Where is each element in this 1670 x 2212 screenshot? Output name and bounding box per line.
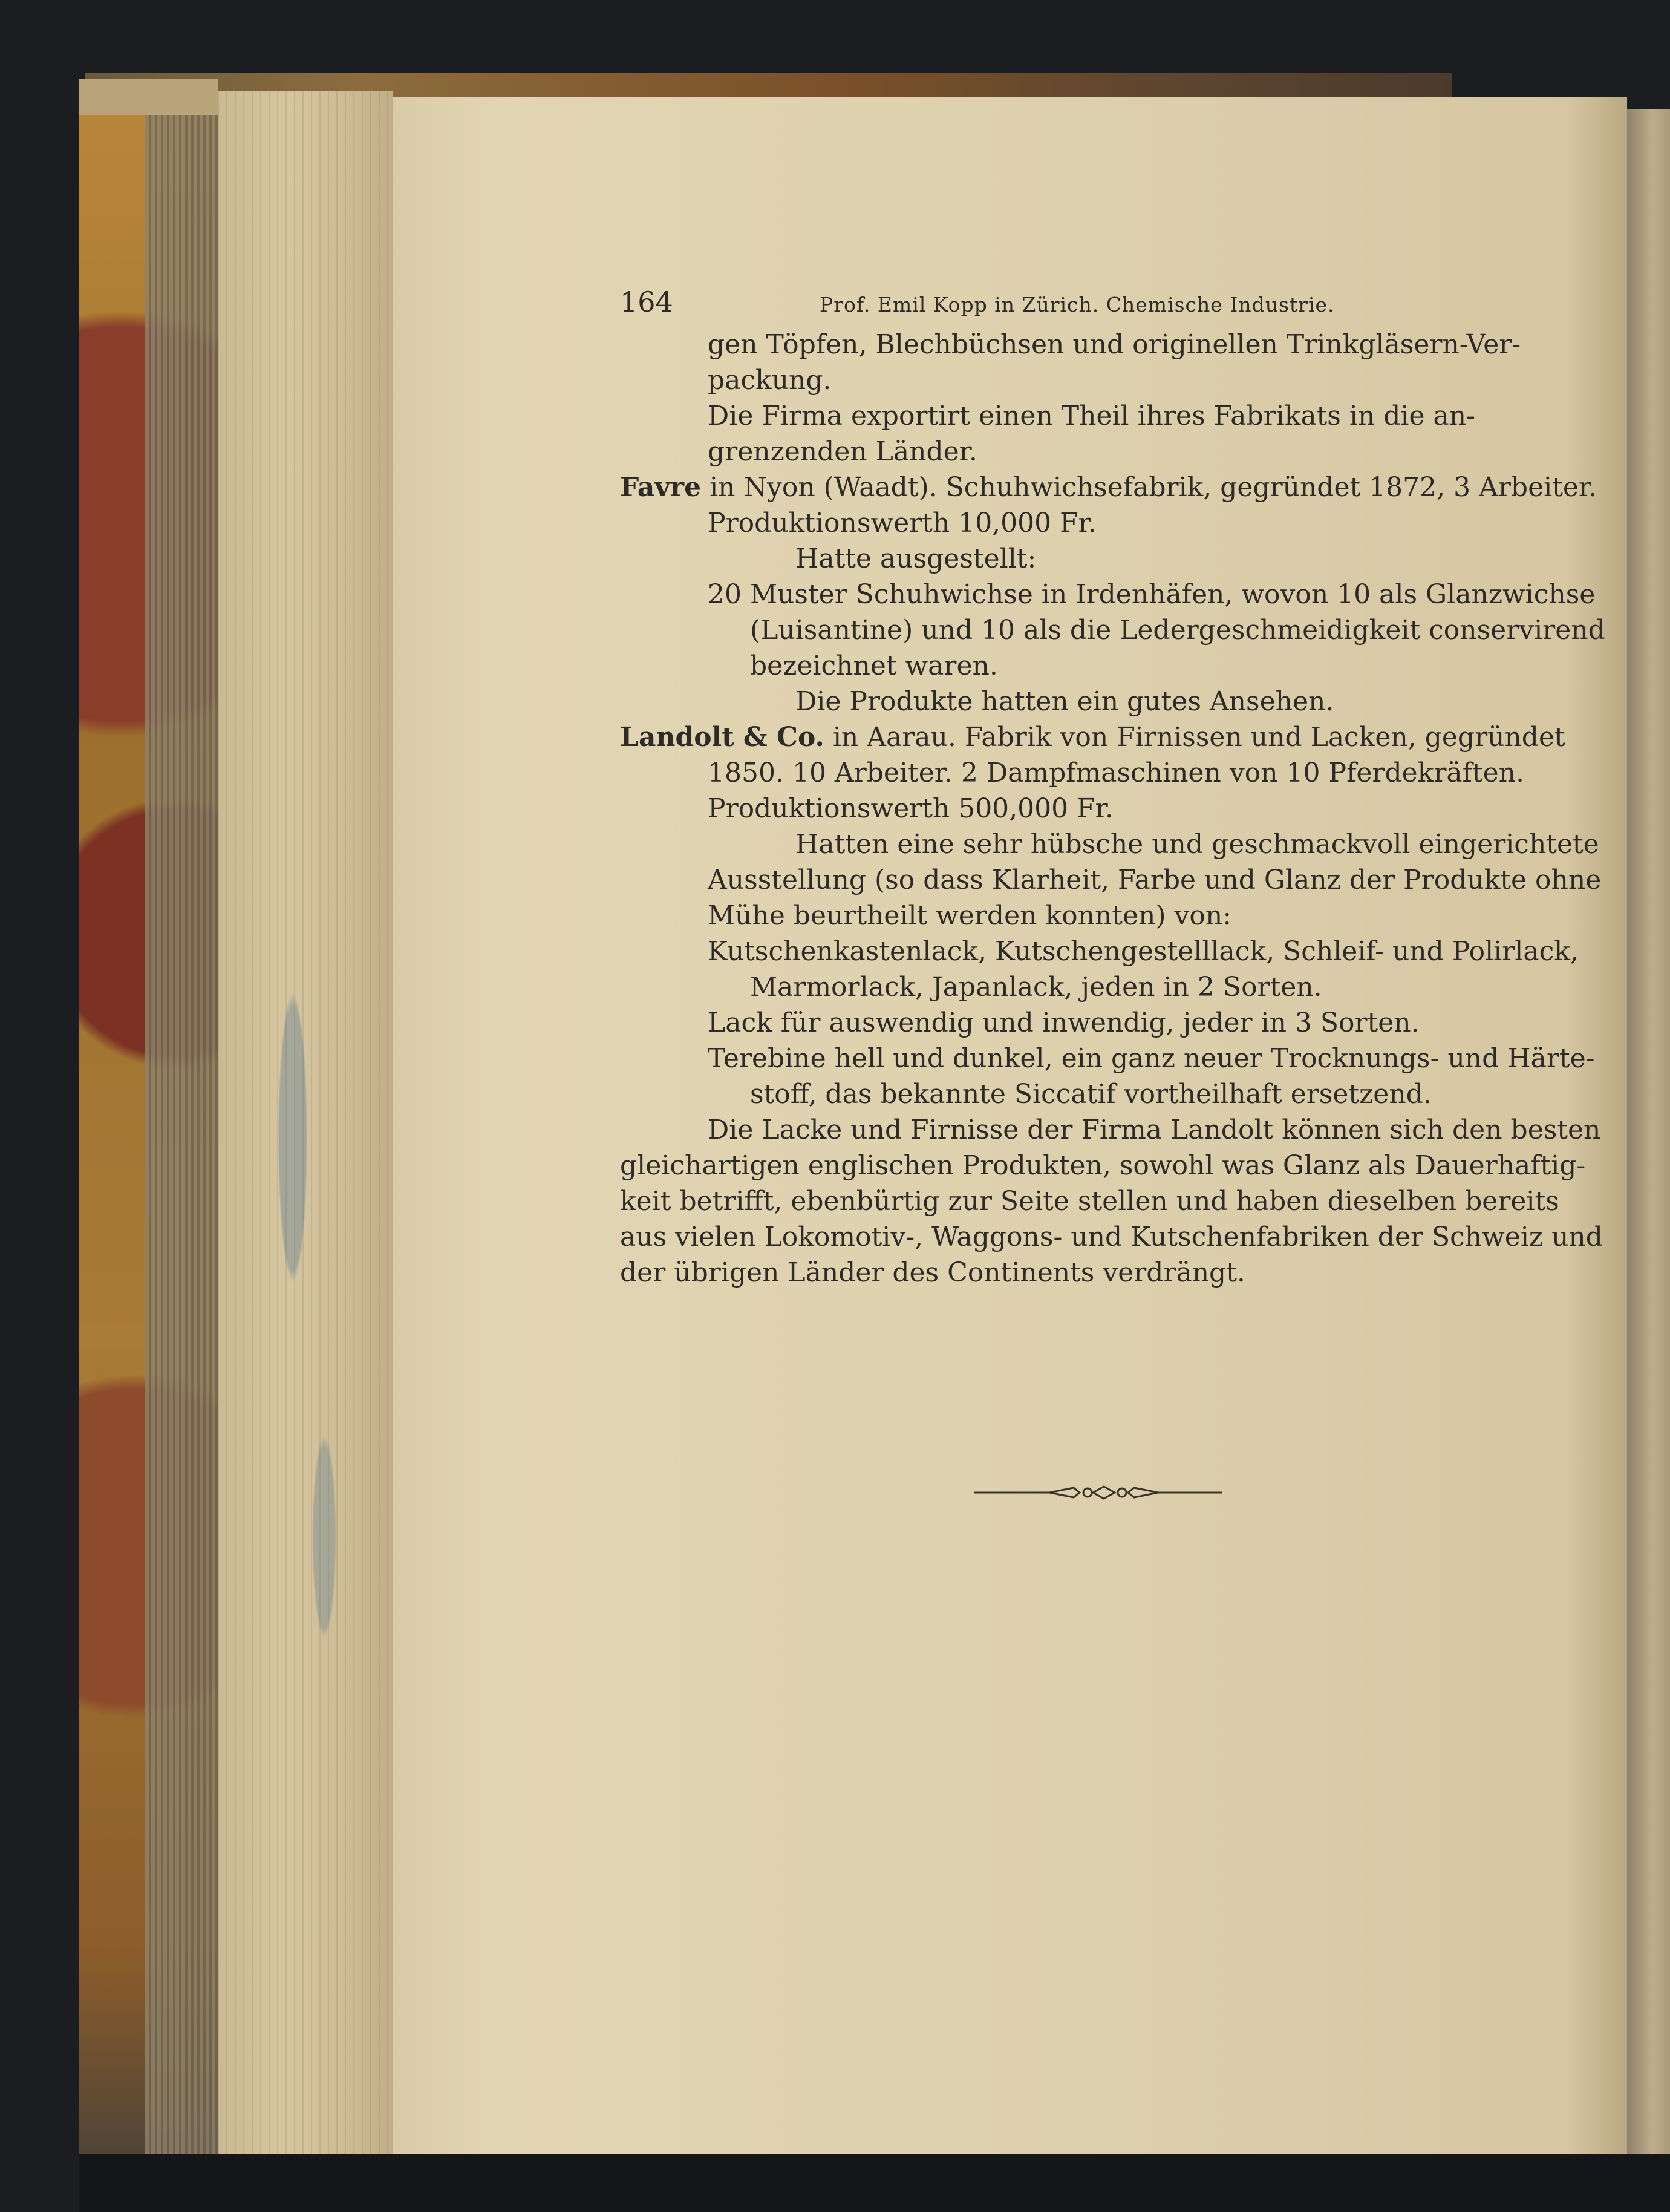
line-text: in Aarau. Fabrik von Firnissen und Lacken, gegründet [824,722,1565,753]
line-text: der übrigen Länder des Continents verdrängt. [620,1257,1245,1288]
page-header [620,284,1561,327]
running-title: Prof. Emil Kopp in Zürich. Chemische Industrie. [820,293,1335,316]
cover-paper-edge [79,79,218,115]
text-line [620,826,1599,862]
text-line [620,719,1565,755]
line-text: bezeichnet waren. [750,650,998,681]
line-text: gen Töpfen, Blechbüchsen und originellen Trinkgläsern-Ver- [708,329,1521,360]
page-text [620,284,1605,1291]
text-line [620,1148,1586,1183]
text-line [620,327,1561,362]
text-line [620,612,1605,648]
ornament-diamond-right [1128,1488,1158,1497]
text-line [620,862,1602,898]
company-name: Favre [620,472,702,503]
page-number: 164 [620,286,673,318]
line-text: aus vielen Lokomotiv-, Waggons- und Kutschenfabriken der Schweiz und [620,1222,1603,1252]
text-line [620,505,1561,541]
text-line [620,1219,1603,1255]
company-name: Landolt & Co. [620,722,824,753]
line-text: Die Produkte hatten ein gutes Ansehen. [795,686,1334,717]
line-text: stoff, das bekannte Siccatif vortheilhaft ersetzend. [750,1079,1432,1110]
text-line [620,1255,1561,1291]
ornament-circle-left [1083,1488,1092,1497]
body-text [620,327,1605,1291]
text-line [620,577,1596,612]
line-text: Mühe beurtheilt werden konnten) von: [708,900,1232,931]
text-line [620,1183,1561,1219]
line-text: Produktionswerth 10,000 Fr. [708,508,1097,538]
text-line [620,1041,1595,1076]
text-line [620,362,1561,398]
bottom-shadow [79,2154,1670,2212]
ornament-diamond-center [1093,1487,1115,1499]
line-text: Die Firma exportirt einen Theil ihres Fabrikats in die an- [708,401,1475,431]
ornament-divider [974,1481,1222,1505]
ornament-circle-right [1118,1488,1126,1497]
spine-edge [145,115,218,2160]
ornament-diamond-left [1049,1488,1080,1497]
line-text: Produktionswerth 500,000 Fr. [708,793,1114,824]
line-text: grenzenden Länder. [708,436,977,467]
text-line [620,934,1579,969]
text-line [620,648,1561,684]
text-line [620,434,1561,470]
line-text: (Luisantine) und 10 als die Ledergeschmeidigkeit conservirend [750,615,1605,646]
line-text: gleichartigen englischen Produkten, sowohl was Glanz als Dauerhaftig- [620,1150,1586,1181]
line-text: Ausstellung (so dass Klarheit, Farbe und Glanz der Produkte ohne [708,865,1602,895]
line-text: Kutschenkastenlack, Kutschengestelllack, Schleif- und Polirlack, [708,936,1579,967]
text-line [620,541,1561,577]
line-text: in Nyon (Waadt). Schuhwichsefabrik, gegründet 1872, 3 Arbeiter. [701,472,1597,503]
text-line [620,969,1561,1005]
line-text: Terebine hell und dunkel, ein ganz neuer Trocknungs- und Härte- [708,1043,1595,1074]
line-text: keit betrifft, ebenbürtig zur Seite stellen und haben dieselben bereits [620,1186,1559,1217]
text-line [620,755,1561,791]
text-line [620,1005,1561,1041]
line-text: Hatten eine sehr hübsche und geschmackvoll eingerichtete [795,829,1599,860]
line-text: Hatte ausgestellt: [795,543,1037,574]
line-text: Die Lacke und Firnisse der Firma Landolt können sich den besten [708,1114,1601,1145]
line-text: Marmorlack, Japanlack, jeden in 2 Sorten. [750,972,1322,1003]
text-line [620,898,1561,934]
text-line [620,470,1597,505]
text-line [620,684,1561,719]
facing-page-edge [1627,109,1670,2160]
text-line [620,1112,1601,1148]
text-line [620,791,1561,826]
blue-marbling [230,738,387,2069]
text-line [620,398,1561,434]
line-text: packung. [708,365,832,396]
line-text: 1850. 10 Arbeiter. 2 Dampfmaschinen von 10 Pferdekräften. [708,758,1524,788]
line-text: Lack für auswendig und inwendig, jeder in 3 Sorten. [708,1007,1420,1038]
line-text: 20 Muster Schuhwichse in Irdenhäfen, wovon 10 als Glanzwichse [708,579,1596,610]
text-line [620,1076,1561,1112]
